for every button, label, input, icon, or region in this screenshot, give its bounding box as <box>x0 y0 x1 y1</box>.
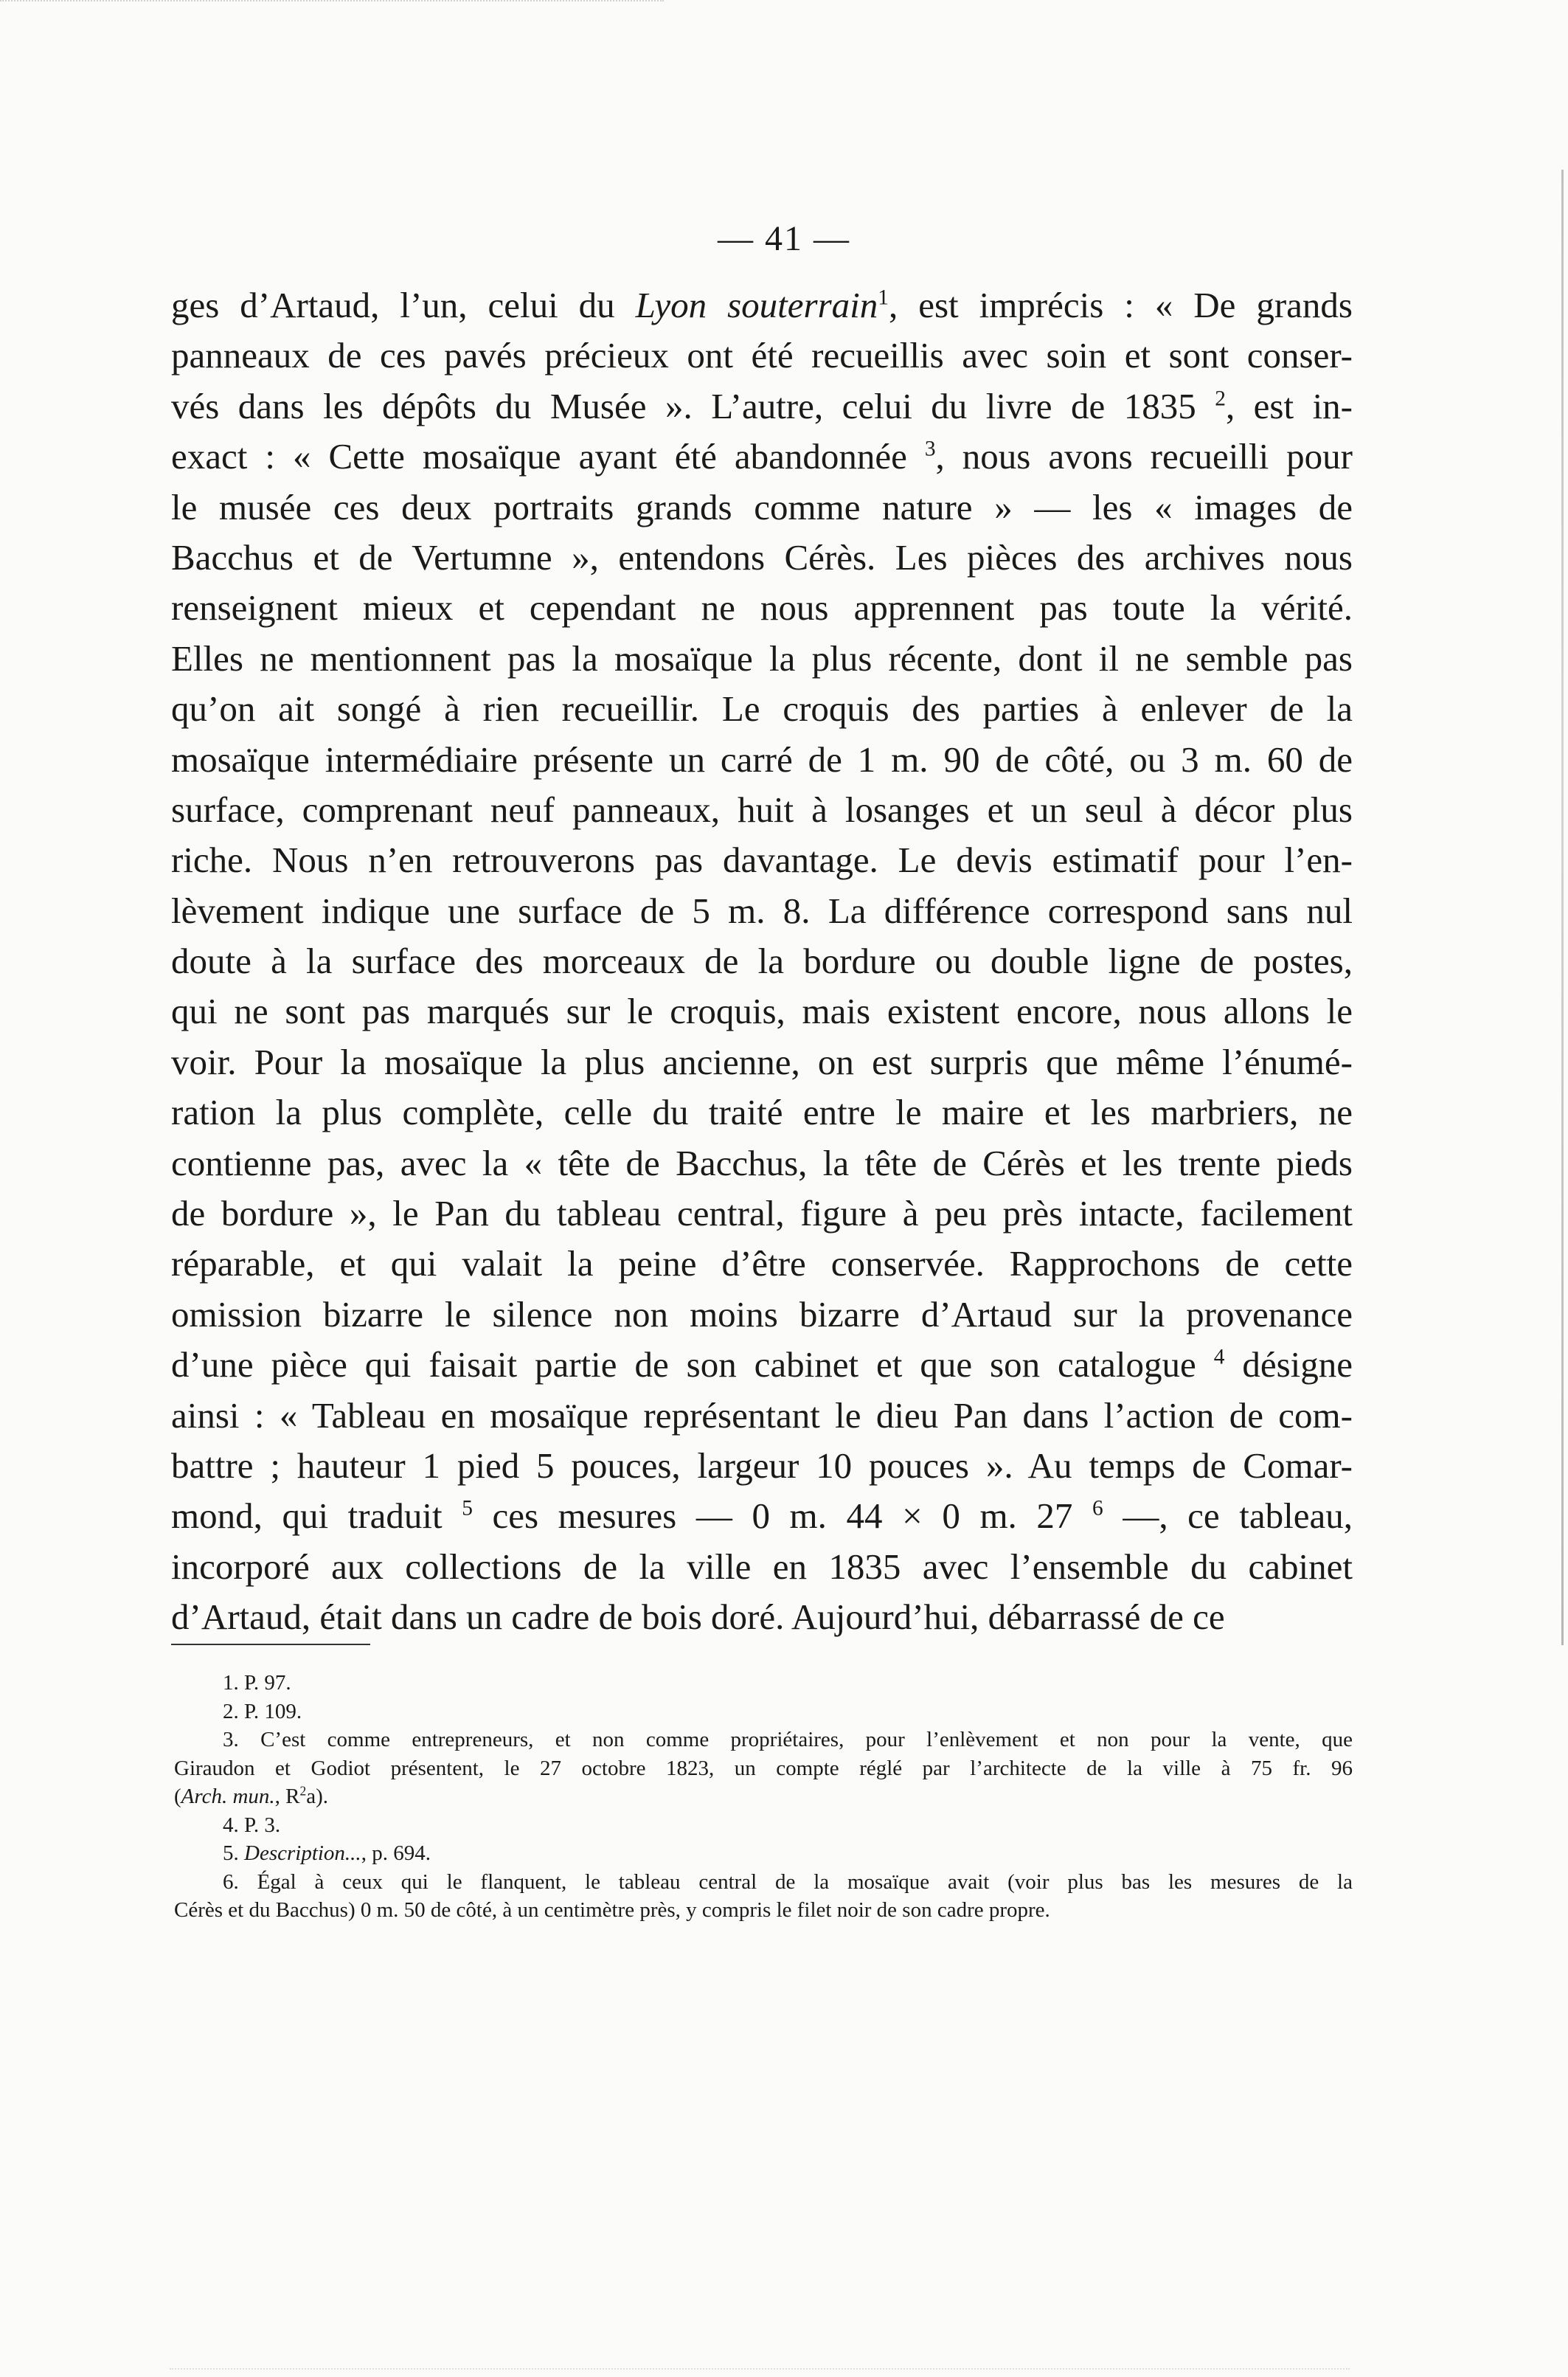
footnote-separator <box>171 1644 370 1645</box>
text-line: le musée ces deux portraits grands comme nature » — les « images de <box>171 486 1353 527</box>
text-line: mosaïque intermédiaire présente un carré de 1 m. 90 de côté, ou 3 m. 60 de <box>171 738 1353 780</box>
text-line: omission bizarre le silence non moins bizarre d’Artaud sur la provenance <box>171 1293 1353 1335</box>
text-line: d’une pièce qui faisait partie de son cabinet et que son catalogue $^4$ désigne <box>171 1344 1353 1385</box>
text-line: riche. Nous n’en retrouverons pas davantage. Le devis estimatif pour l’en- <box>171 840 1353 881</box>
body-text <box>171 280 1353 1643</box>
scan-artifact-bottom <box>170 2368 1350 2373</box>
footnote-line: 2. P. 109. <box>223 1699 302 1723</box>
footnote-line: Giraudon et Godiot présentent, le 27 octobre 1823, un compte réglé par l’architecte de la ville à 75 fr. 96 <box>174 1756 1353 1780</box>
text-line: Bacchus et de Vertumne », entendons Cérès. Les pièces des archives nous <box>171 536 1353 578</box>
footnote-ref: 2 <box>1215 387 1226 411</box>
footnote-ref: 4 <box>1213 1345 1225 1369</box>
text-line: voir. Pour la mosaïque la plus ancienne, on est surpris que même l’énumé- <box>171 1041 1353 1082</box>
text-line: ainsi : « Tableau en mosaïque représentant le dieu Pan dans l’action de com- <box>171 1394 1353 1436</box>
footnote-ref: 6 <box>1092 1497 1103 1521</box>
text-line: vés dans les dépôts du Musée ». L’autre, celui du livre de 1835 $^2$, est in- <box>171 385 1353 426</box>
footnote-line: Cérès et du Bacchus) 0 m. 50 de côté, à un centimètre près, y compris le filet noir de son cadre propre. <box>174 1898 1050 1922</box>
page-number: — 41 — <box>718 219 850 258</box>
text-line: ration la plus complète, celle du traité entre le maire et les marbriers, ne <box>171 1092 1353 1133</box>
text-line: de bordure », le Pan du tableau central, figure à peu près intacte, facilement <box>171 1193 1353 1234</box>
text-line: qui ne sont pas marqués sur le croquis, mais existent encore, nous allons le <box>171 991 1353 1032</box>
italic-text: Lyon souterrain <box>635 285 878 325</box>
footnote-line: 5. Description..., p. 694. <box>223 1841 431 1865</box>
page-edge-shadow <box>1561 170 1564 1645</box>
italic-text: Description... <box>244 1841 361 1865</box>
text-line: incorporé aux collections de la ville en 1835 avec l’ensemble du cabinet <box>171 1546 1353 1587</box>
footnote-line: (Arch. mun., $R^2a$). <box>174 1783 328 1808</box>
text-line: battre ; hauteur 1 pied 5 pouces, largeur 10 pouces ». Au temps de Comar- <box>171 1444 1353 1486</box>
footnote-line: 3. C’est comme entrepreneurs, et non comme propriétaires, pour l’enlèvement et non pour la vente, que <box>223 1728 1353 1751</box>
text-line: surface, comprenant neuf panneaux, huit à losanges et un seul à décor plus <box>171 789 1353 830</box>
footnote-ref: 2 <box>299 1783 307 1799</box>
text-line: exact : « Cette mosaïque ayant été abandonnée $^3$, nous avons recueilli pour <box>171 436 1353 477</box>
text-line: doute à la surface des morceaux de la bordure ou double ligne de postes, <box>171 941 1353 982</box>
text-line: renseignent mieux et cependant ne nous apprennent pas toute la vérité. <box>171 587 1353 629</box>
footnote-line: 1. P. 97. <box>223 1671 291 1695</box>
footnote-ref: 3 <box>924 437 936 461</box>
footnote-ref: 1 <box>878 286 889 310</box>
text-line: Elles ne mentionnent pas la mosaïque la plus récente, dont il ne semble pas <box>171 637 1353 679</box>
italic-text: Arch. mun. <box>181 1785 275 1808</box>
text-line: d’Artaud, était dans un cadre de bois doré. Aujourd’hui, débarrassé de ce <box>171 1596 1225 1638</box>
footnotes <box>174 1669 1353 1925</box>
text-line: panneaux de ces pavés précieux ont été recueillis avec soin et sont conser- <box>171 335 1353 376</box>
text-line: contienne pas, avec la « tête de Bacchus, la tête de Cérès et les trente pieds <box>171 1142 1353 1183</box>
text-line: qu’on ait songé à rien recueillir. Le croquis des parties à enlever de la <box>171 688 1353 730</box>
footnote-line: 6. Égal à ceux qui le flanquent, le tableau central de la mosaïque avait (voir plus bas les mesures de la <box>223 1869 1353 1894</box>
text-line: mond, qui traduit $^5$ ces mesures — 0 m. 44 × 0 m. 27 $^6$ —, ce tableau, <box>171 1495 1353 1537</box>
text-line: ges d’Artaud, l’un, celui du Lyon souterrain$^1$, est imprécis : « De grands <box>171 285 1353 325</box>
footnote-ref: 5 <box>462 1497 473 1521</box>
scan-artifact-top <box>0 0 664 7</box>
footnote-line: 4. P. 3. <box>223 1813 281 1837</box>
text-line: réparable, et qui valait la peine d’être conservée. Rapprochons de cette <box>171 1243 1353 1284</box>
text-line: lèvement indique une surface de 5 m. 8. La différence correspond sans nul <box>171 890 1353 931</box>
